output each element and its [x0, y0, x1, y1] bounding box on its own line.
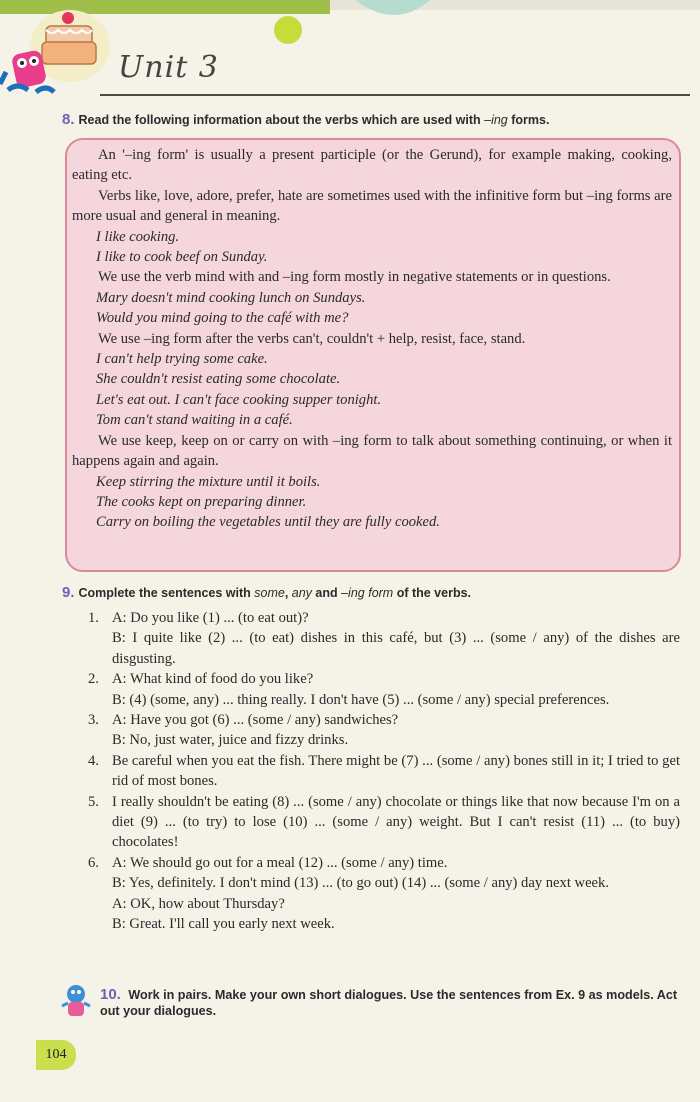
grammar-info-text: [72, 145, 672, 533]
info-paragraph: Verbs like, love, adore, prefer, hate are sometimes used with the infinitive form but –ing forms are more usual and general in meaning.: [72, 187, 672, 225]
item-line: B: (4) (some, any) ... thing really. I don't have (5) ... (some / any) special preferences.: [112, 691, 610, 708]
ex9-number: 9.: [62, 584, 75, 601]
item-line: Be careful when you eat the fish. There might be (7) ... (some / any) bones still in it; I tried to get rid of most bones.: [112, 752, 680, 790]
ex9-list: [88, 608, 680, 935]
header-rule: [100, 94, 690, 96]
info-paragraph: We use keep, keep on or carry on with –ing form to talk about something continuing, or when it happens again and again.: [72, 432, 672, 470]
ex8-number: 8.: [62, 111, 75, 128]
ex9-keyword: some: [254, 586, 285, 600]
unit-title: Unit 3: [118, 50, 219, 85]
list-item: [88, 792, 680, 853]
item-number: 5.: [88, 793, 99, 810]
example-sentence: Carry on boiling the vegetables until they are fully cooked.: [96, 514, 440, 531]
item-line: B: Yes, definitely. I don't mind (13) ... (to go out) (14) ... (some / any) day next week.: [112, 875, 609, 892]
ex10-heading: [100, 987, 682, 1019]
ex9-instruction: of the verbs.: [393, 586, 472, 600]
item-line: A: What kind of food do you like?: [112, 671, 314, 688]
info-paragraph: An '–ing form' is usually a present participle (or the Gerund), for example making, cooking, eating etc.: [72, 147, 672, 184]
ex9-instruction: Complete the sentences with: [78, 586, 255, 600]
item-number: 3.: [88, 712, 99, 729]
example-sentence: The cooks kept on preparing dinner.: [96, 493, 307, 510]
ex8-instruction: Read the following information about the verbs which are used with: [78, 113, 481, 127]
ex10-number: 10.: [100, 986, 121, 1003]
pair-work-icon: [58, 982, 94, 1022]
ex10-instruction: Work in pairs. Make your own short dialogues. Use the sentences from Ex. 9 as models. Act out your dialogues.: [100, 988, 678, 1018]
ex9-keyword: any: [291, 586, 312, 600]
item-line: B: No, just water, juice and fizzy drinks.: [112, 732, 349, 749]
item-line: A: OK, how about Thursday?: [112, 895, 285, 912]
ex8-instruction-end: forms.: [507, 113, 550, 127]
ex9-instruction: ,: [284, 586, 292, 600]
list-item: [88, 608, 680, 628]
example-sentence: Would you mind going to the café with me?: [96, 310, 349, 327]
example-sentence: I can't help trying some cake.: [96, 351, 268, 368]
info-paragraph: We use the verb mind with and –ing form mostly in negative statements or in questions.: [98, 269, 611, 286]
item-line: A: Have you got (6) ... (some / any) sandwiches?: [112, 712, 399, 729]
item-number: 2.: [88, 671, 99, 688]
item-number: 6.: [88, 854, 99, 871]
page-header: [0, 0, 700, 110]
list-item: [88, 751, 680, 792]
item-line: A: Do you like (1) ... (to eat out)?: [112, 610, 309, 626]
ex8-heading: [62, 111, 549, 128]
page-number: 104: [36, 1040, 76, 1070]
info-paragraph: We use –ing form after the verbs can't, couldn't + help, resist, face, stand.: [98, 330, 526, 347]
list-item: [88, 669, 680, 689]
example-sentence: She couldn't resist eating some chocolate.: [96, 371, 341, 388]
list-item: [88, 853, 680, 873]
item-line: B: Great. I'll call you early next week.: [112, 916, 335, 933]
item-number: 4.: [88, 752, 99, 769]
ex8-instruction-suffix: –ing: [484, 113, 508, 127]
example-sentence: I like cooking.: [96, 228, 180, 245]
item-line: A: We should go out for a meal (12) ... (some / any) time.: [112, 854, 448, 871]
example-sentence: Tom can't stand waiting in a café.: [96, 412, 293, 429]
item-line: B: I quite like (2) ... (to eat) dishes in this café, but (3) ... (some / any) of the dishes are disgusting.: [112, 630, 680, 667]
example-sentence: Let's eat out. I can't face cooking supper tonight.: [96, 391, 382, 408]
example-sentence: I like to cook beef on Sunday.: [96, 249, 268, 266]
ex9-instruction: and: [311, 586, 342, 600]
list-item: [88, 710, 680, 730]
ex9-heading: [62, 584, 471, 601]
example-sentence: Keep stirring the mixture until it boils.: [96, 473, 321, 490]
example-sentence: Mary doesn't mind cooking lunch on Sundays.: [96, 289, 366, 306]
ex9-keyword: –ing form: [341, 586, 394, 600]
item-line: I really shouldn't be eating (8) ... (some / any) chocolate or things like that now because I'm on a diet (9) ... (to try) to lose (10) ... (some / any) weight. But I can't resist (11) ... (to buy) chocolates!: [112, 793, 680, 851]
item-number: 1.: [88, 610, 99, 626]
